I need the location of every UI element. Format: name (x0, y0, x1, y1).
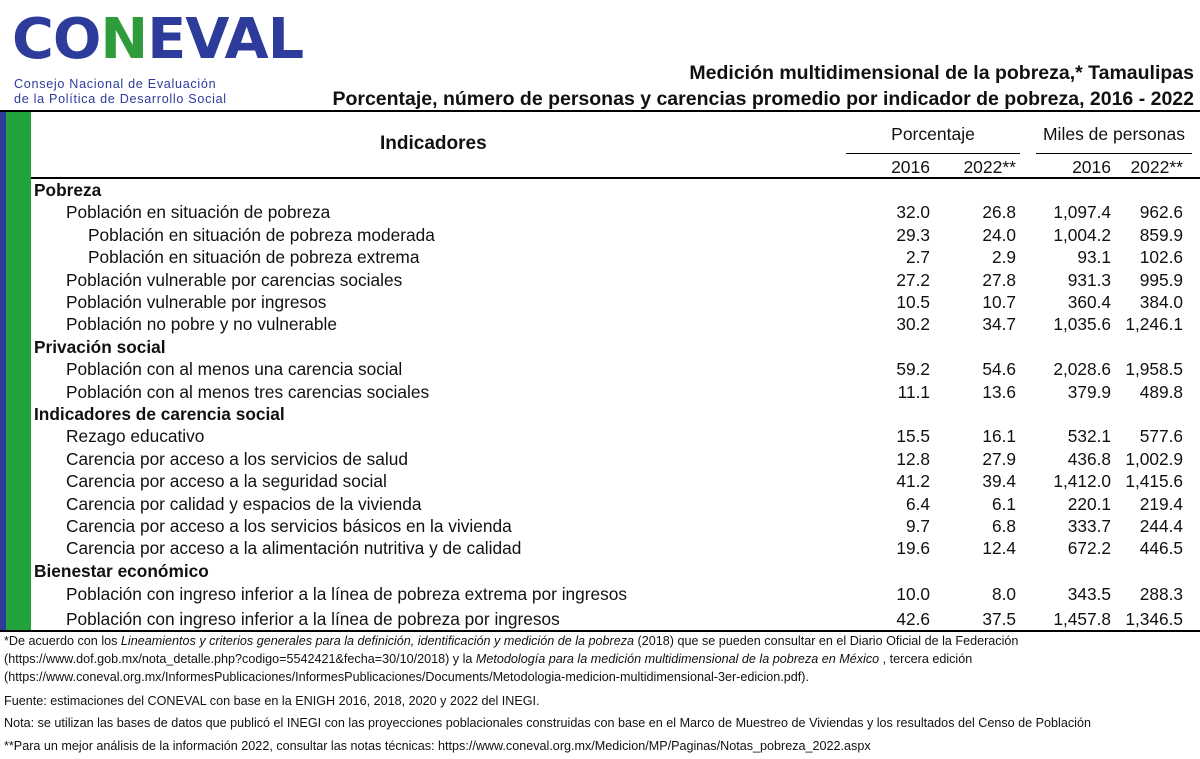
footnote-definition-line3: (https://www.coneval.org.mx/InformesPublicaciones/InformesPublicaciones/Documents/Metodologia-medicion-multidimensional-3er-edicion.pdf). (4, 670, 809, 684)
value-cell: 384.0 (1139, 292, 1183, 312)
table-row (0, 358, 1200, 380)
value-cell: 29.3 (896, 224, 930, 245)
indicator-label: Carencia por acceso a los servicios de salud (66, 448, 408, 469)
value-cell: 995.9 (1139, 269, 1183, 290)
page-subtitle: Porcentaje, número de personas y carencias promedio por indicador de pobreza, 2016 - 2022 (332, 88, 1194, 110)
value-cell: 219.4 (1139, 493, 1183, 514)
footnote-definition: *De acuerdo con los Lineamientos y criterios generales para la definición, identificación y medición de la pobreza (2018) que se pueden consultar en el Diario Oficial de la Federación (4, 634, 1019, 648)
value-cell: 2,028.6 (1053, 359, 1111, 380)
value-cell: 30.2 (896, 314, 930, 335)
header-year-pct-2022: 2022** (963, 157, 1016, 177)
value-cell: 27.2 (896, 269, 930, 290)
section-row (0, 336, 1200, 358)
header-year-mil-2022: 2022** (1130, 157, 1183, 177)
table-row (0, 224, 1200, 246)
value-cell: 13.6 (982, 381, 1016, 402)
value-cell: 859.9 (1139, 224, 1183, 245)
value-cell: 39.4 (982, 471, 1016, 492)
section-label: Indicadores de carencia social (34, 404, 285, 424)
table-row (0, 583, 1200, 605)
value-cell: 24.0 (982, 224, 1016, 245)
value-cell: 1,958.5 (1125, 359, 1183, 380)
section-label: Bienestar económico (34, 560, 209, 581)
indicator-label: Carencia por acceso a la alimentación nutritiva y de calidad (66, 538, 522, 559)
section-row (0, 179, 1200, 201)
value-cell: 931.3 (1067, 269, 1111, 290)
indicator-label: Población en situación de pobreza extrema (88, 247, 420, 268)
thousands-group-rule (1036, 153, 1192, 154)
value-cell: 446.5 (1139, 538, 1183, 559)
page-title: Medición multidimensional de la pobreza,* Tamaulipas (689, 62, 1194, 84)
table-row (0, 515, 1200, 537)
value-cell: 1,246.1 (1125, 314, 1183, 335)
value-cell: 1,346.5 (1125, 609, 1183, 629)
header-indicators: Indicadores (380, 133, 487, 154)
logo-subtitle: Consejo Nacional de Evaluación de la Política de Desarrollo Social (14, 77, 227, 106)
table-row (0, 470, 1200, 492)
value-cell: 1,035.6 (1053, 314, 1111, 335)
value-cell: 6.4 (905, 493, 930, 514)
value-cell: 102.6 (1139, 247, 1183, 268)
table-row (0, 448, 1200, 470)
value-cell: 288.3 (1139, 584, 1183, 604)
value-cell: 2.9 (991, 247, 1016, 268)
value-cell: 37.5 (982, 609, 1016, 629)
value-cell: 1,004.2 (1053, 224, 1111, 245)
value-cell: 360.4 (1067, 292, 1111, 312)
value-cell: 16.1 (982, 426, 1016, 447)
indicator-label: Población con al menos una carencia social (66, 359, 403, 380)
indicator-label: Población no pobre y no vulnerable (66, 314, 337, 335)
value-cell: 6.8 (991, 516, 1016, 536)
value-cell: 8.0 (991, 584, 1016, 604)
table-row (0, 425, 1200, 447)
indicator-label: Población con al menos tres carencias sociales (66, 381, 430, 402)
value-cell: 489.8 (1139, 381, 1183, 402)
value-cell: 59.2 (896, 359, 930, 380)
indicator-label: Carencia por calidad y espacios de la vivienda (66, 493, 422, 514)
value-cell: 1,097.4 (1053, 202, 1111, 223)
logo-wordmark: CONEVAL (12, 7, 304, 72)
table-row (0, 537, 1200, 559)
header-thousands: Miles de personas (1042, 124, 1186, 144)
value-cell: 1,457.8 (1053, 609, 1111, 629)
source-note: Fuente: estimaciones del CONEVAL con base en la ENIGH 2016, 2018, 2020 y 2022 del INEGI. (4, 694, 540, 708)
indicator-label: Población en situación de pobreza (66, 202, 331, 223)
indicator-label: Población vulnerable por carencias sociales (66, 269, 403, 290)
table-row (0, 291, 1200, 313)
value-cell: 6.1 (991, 493, 1016, 514)
table-row (0, 608, 1200, 630)
section-row (0, 403, 1200, 425)
header-year-pct-2016: 2016 (891, 157, 930, 177)
coneval-logo (12, 7, 304, 106)
table-row (0, 246, 1200, 268)
value-cell: 1,002.9 (1125, 448, 1183, 469)
methodology-note: Nota: se utilizan las bases de datos que publicó el INEGI con las proyecciones poblacionales construidas con base en el Marco de Muestreo de Viviendas y los resultados del Censo de Población (4, 716, 1091, 730)
value-cell: 12.4 (982, 538, 1016, 559)
footnote-definition-line2: (https://www.dof.gob.mx/nota_detalle.php?codigo=5542421&fecha=30/10/2018) y la Metodología para la medición multidimensional de la pobreza en México , tercera edición (4, 652, 973, 666)
value-cell: 11.1 (897, 381, 930, 402)
value-cell: 26.8 (982, 202, 1016, 223)
table-row (0, 269, 1200, 291)
value-cell: 244.4 (1139, 516, 1183, 536)
value-cell: 10.5 (896, 292, 930, 312)
indicator-label: Carencia por acceso a la seguridad social (66, 471, 387, 492)
value-cell: 42.6 (896, 609, 930, 629)
value-cell: 27.8 (982, 269, 1016, 290)
value-cell: 577.6 (1139, 426, 1183, 447)
value-cell: 220.1 (1067, 493, 1111, 514)
value-cell: 379.9 (1067, 381, 1111, 402)
technical-notes-note: **Para un mejor análisis de la información 2022, consultar las notas técnicas: https://www.coneval.org.mx/Medicion/MP/Paginas/Notas_pobreza_2022.aspx (4, 739, 871, 753)
value-cell: 15.5 (896, 426, 930, 447)
value-cell: 672.2 (1067, 538, 1111, 559)
value-cell: 343.5 (1067, 584, 1111, 604)
value-cell: 32.0 (896, 202, 930, 223)
indicator-label: Carencia por acceso a los servicios básicos en la vivienda (66, 516, 512, 536)
value-cell: 962.6 (1139, 202, 1183, 223)
indicator-label: Población con ingreso inferior a la línea de pobreza por ingresos (66, 609, 560, 629)
value-cell: 34.7 (982, 314, 1016, 335)
value-cell: 9.7 (905, 516, 930, 536)
value-cell: 436.8 (1067, 448, 1111, 469)
value-cell: 10.7 (982, 292, 1016, 312)
value-cell: 54.6 (982, 359, 1016, 380)
percentage-group-rule (846, 153, 1020, 154)
indicator-label: Población en situación de pobreza moderada (88, 224, 435, 245)
header-percentage: Porcentaje (891, 124, 975, 144)
section-row (0, 560, 1200, 582)
value-cell: 1,415.6 (1125, 471, 1183, 492)
value-cell: 333.7 (1067, 516, 1111, 536)
indicator-label: Población con ingreso inferior a la línea de pobreza extrema por ingresos (66, 584, 628, 604)
section-label: Privación social (34, 336, 166, 357)
value-cell: 10.0 (896, 584, 930, 604)
section-label: Pobreza (34, 180, 102, 200)
indicator-label: Rezago educativo (66, 426, 205, 447)
value-cell: 41.2 (896, 471, 930, 492)
table-row (0, 201, 1200, 223)
value-cell: 532.1 (1067, 426, 1111, 447)
indicator-label: Población vulnerable por ingresos (66, 292, 327, 312)
table-row (0, 381, 1200, 403)
value-cell: 27.9 (982, 448, 1016, 469)
header-year-mil-2016: 2016 (1072, 157, 1111, 177)
value-cell: 19.6 (896, 538, 930, 559)
value-cell: 93.1 (1077, 247, 1111, 268)
value-cell: 1,412.0 (1053, 471, 1111, 492)
value-cell: 2.7 (905, 247, 930, 268)
table-row (0, 313, 1200, 335)
table-row (0, 493, 1200, 515)
value-cell: 12.8 (896, 448, 930, 469)
